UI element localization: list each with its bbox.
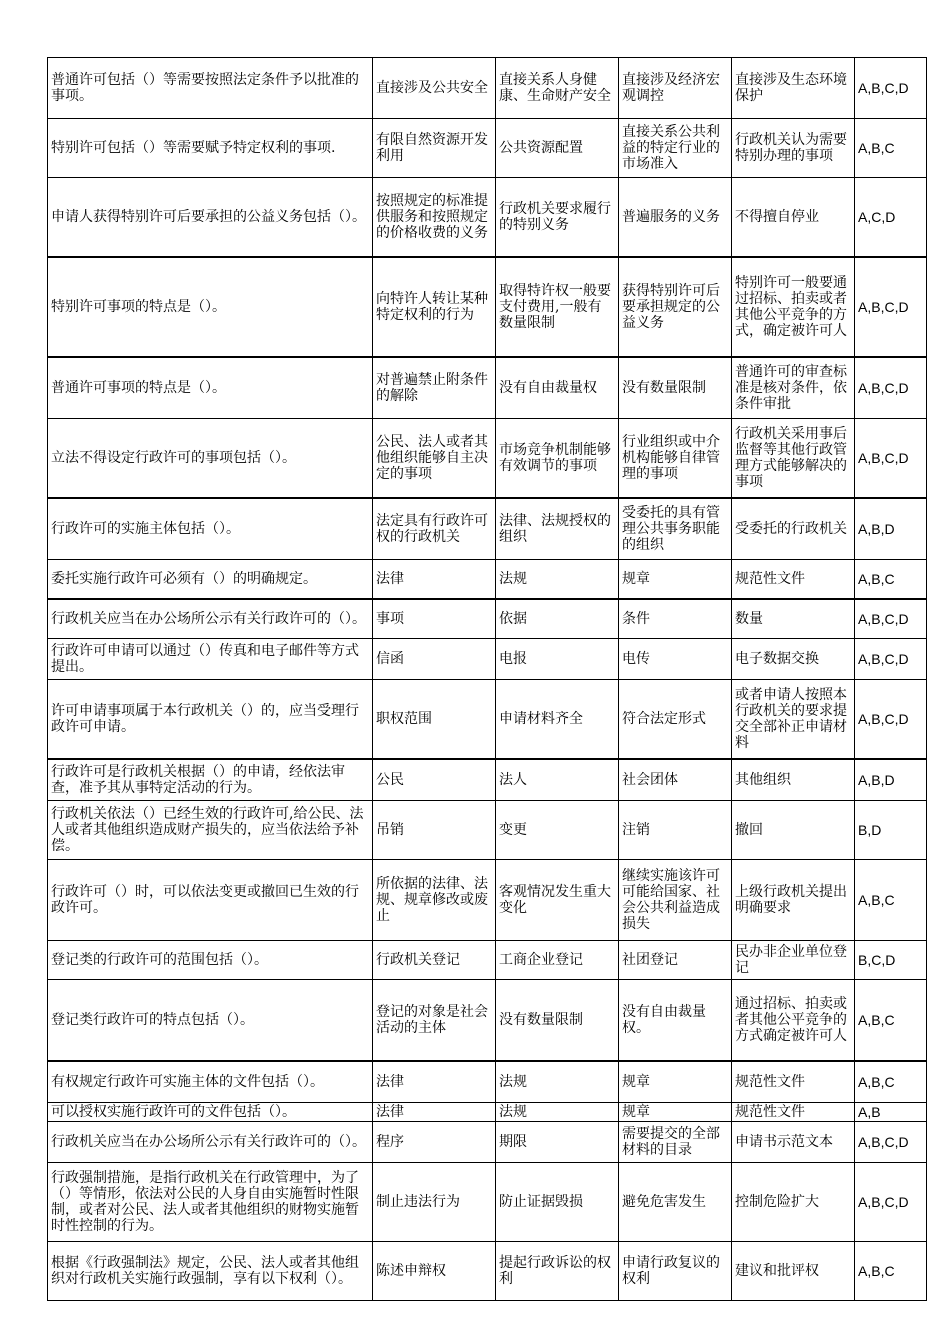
option-a-cell: 按照规定的标准提供服务和按照规定的价格收费的义务 bbox=[373, 178, 496, 258]
question-cell: 行政许可（）时，可以依法变更或撤回已生效的行政许可。 bbox=[48, 860, 373, 941]
option-b-cell: 法规 bbox=[496, 1103, 619, 1122]
question-cell: 特别许可包括（）等需要赋予特定权利的事项. bbox=[48, 119, 373, 178]
option-c-cell: 继续实施该许可可能给国家、社会公共利益造成损失 bbox=[619, 860, 732, 941]
option-c-cell: 条件 bbox=[619, 599, 732, 639]
option-b-cell: 市场竞争机制能够有效调节的事项 bbox=[496, 419, 619, 499]
answer-cell: A,B,C bbox=[855, 1242, 927, 1301]
question-cell: 许可申请事项属于本行政机关（）的，应当受理行政许可申请。 bbox=[48, 680, 373, 760]
question-cell: 特别许可事项的特点是（）。 bbox=[48, 257, 373, 357]
option-b-cell: 变更 bbox=[496, 801, 619, 860]
option-a-cell: 事项 bbox=[373, 599, 496, 639]
question-table bbox=[47, 57, 927, 1301]
option-a-cell: 向特许人转让某种特定权利的行为 bbox=[373, 257, 496, 357]
table-row bbox=[48, 599, 927, 639]
option-a-cell: 法律 bbox=[373, 560, 496, 600]
answer-cell: A,B,C,D bbox=[855, 357, 927, 419]
question-cell: 根据《行政强制法》规定，公民、法人或者其他组织对行政机关实施行政强制，享有以下权利（）。 bbox=[48, 1242, 373, 1301]
table-row bbox=[48, 357, 927, 419]
table-row bbox=[48, 257, 927, 357]
table-row bbox=[48, 639, 927, 680]
question-table-body bbox=[48, 58, 927, 1301]
answer-cell: A,B,C bbox=[855, 560, 927, 600]
option-d-cell: 其他组织 bbox=[732, 759, 855, 801]
option-b-cell: 期限 bbox=[496, 1122, 619, 1163]
question-cell: 行政许可申请可以通过（）传真和电子邮件等方式提出。 bbox=[48, 639, 373, 680]
option-b-cell: 公共资源配置 bbox=[496, 119, 619, 178]
table-row bbox=[48, 178, 927, 258]
answer-cell: B,D bbox=[855, 801, 927, 860]
option-b-cell: 直接关系人身健康、生命财产安全 bbox=[496, 58, 619, 119]
option-d-cell: 行政机关认为需要特别办理的事项 bbox=[732, 119, 855, 178]
option-c-cell: 符合法定形式 bbox=[619, 680, 732, 760]
option-c-cell: 注销 bbox=[619, 801, 732, 860]
option-c-cell: 受委托的具有管理公共事务职能的组织 bbox=[619, 498, 732, 560]
option-a-cell: 所依据的法律、法规、规章修改或废止 bbox=[373, 860, 496, 941]
option-a-cell: 直接涉及公共安全 bbox=[373, 58, 496, 119]
table-row bbox=[48, 560, 927, 600]
option-c-cell: 电传 bbox=[619, 639, 732, 680]
option-c-cell: 规章 bbox=[619, 560, 732, 600]
question-cell: 登记类的行政许可的范围包括（）。 bbox=[48, 941, 373, 980]
option-d-cell: 通过招标、拍卖或者其他公平竞争的方式确定被许可人 bbox=[732, 980, 855, 1062]
option-c-cell: 规章 bbox=[619, 1103, 732, 1122]
option-d-cell: 行政机关采用事后监督等其他行政管理方式能够解决的事项 bbox=[732, 419, 855, 499]
answer-cell: A,B,C bbox=[855, 860, 927, 941]
option-d-cell: 电子数据交换 bbox=[732, 639, 855, 680]
question-cell: 委托实施行政许可必须有（）的明确规定。 bbox=[48, 560, 373, 600]
option-d-cell: 民办非企业单位登记 bbox=[732, 941, 855, 980]
option-d-cell: 普通许可的审查标准是核对条件，依条件审批 bbox=[732, 357, 855, 419]
answer-cell: A,B,C,D bbox=[855, 1163, 927, 1242]
option-a-cell: 信函 bbox=[373, 639, 496, 680]
option-c-cell: 没有数量限制 bbox=[619, 357, 732, 419]
option-b-cell: 申请材料齐全 bbox=[496, 680, 619, 760]
option-b-cell: 法规 bbox=[496, 1061, 619, 1103]
option-c-cell: 获得特别许可后要承担规定的公益义务 bbox=[619, 257, 732, 357]
answer-cell: A,B,C bbox=[855, 119, 927, 178]
option-a-cell: 法定具有行政许可权的行政机关 bbox=[373, 498, 496, 560]
answer-cell: A,B,D bbox=[855, 498, 927, 560]
option-d-cell: 规范性文件 bbox=[732, 1061, 855, 1103]
table-row bbox=[48, 860, 927, 941]
option-a-cell: 有限自然资源开发利用 bbox=[373, 119, 496, 178]
answer-cell: A,B,C,D bbox=[855, 599, 927, 639]
option-d-cell: 上级行政机关提出明确要求 bbox=[732, 860, 855, 941]
question-cell: 普通许可事项的特点是（）。 bbox=[48, 357, 373, 419]
answer-cell: A,B,C,D bbox=[855, 257, 927, 357]
option-c-cell: 社团登记 bbox=[619, 941, 732, 980]
option-a-cell: 法律 bbox=[373, 1103, 496, 1122]
option-c-cell: 直接涉及经济宏观调控 bbox=[619, 58, 732, 119]
table-row bbox=[48, 801, 927, 860]
option-d-cell: 规范性文件 bbox=[732, 560, 855, 600]
option-a-cell: 公民 bbox=[373, 759, 496, 801]
option-d-cell: 控制危险扩大 bbox=[732, 1163, 855, 1242]
option-b-cell: 法律、法规授权的组织 bbox=[496, 498, 619, 560]
question-cell: 行政机关依法（）已经生效的行政许可,给公民、法人或者其他组织造成财产损失的，应当依法给予补偿。 bbox=[48, 801, 373, 860]
question-cell: 行政机关应当在办公场所公示有关行政许可的（）。 bbox=[48, 1122, 373, 1163]
answer-cell: A,B,C,D bbox=[855, 1122, 927, 1163]
option-d-cell: 或者申请人按照本行政机关的要求提交全部补正申请材料 bbox=[732, 680, 855, 760]
option-b-cell: 客观情况发生重大变化 bbox=[496, 860, 619, 941]
option-a-cell: 吊销 bbox=[373, 801, 496, 860]
option-b-cell: 法规 bbox=[496, 560, 619, 600]
question-cell: 普通许可包括（）等需要按照法定条件予以批准的事项。 bbox=[48, 58, 373, 119]
option-d-cell: 直接涉及生态环境保护 bbox=[732, 58, 855, 119]
answer-cell: A,B,C,D bbox=[855, 639, 927, 680]
table-row bbox=[48, 119, 927, 178]
answer-cell: A,C,D bbox=[855, 178, 927, 258]
table-row bbox=[48, 941, 927, 980]
option-c-cell: 普遍服务的义务 bbox=[619, 178, 732, 258]
option-a-cell: 陈述申辩权 bbox=[373, 1242, 496, 1301]
answer-cell: A,B,C bbox=[855, 1061, 927, 1103]
option-c-cell: 直接关系公共利益的特定行业的市场准入 bbox=[619, 119, 732, 178]
option-c-cell: 没有自由裁量权。 bbox=[619, 980, 732, 1062]
table-row bbox=[48, 419, 927, 499]
option-a-cell: 公民、法人或者其他组织能够自主决定的事项 bbox=[373, 419, 496, 499]
option-d-cell: 受委托的行政机关 bbox=[732, 498, 855, 560]
option-a-cell: 法律 bbox=[373, 1061, 496, 1103]
option-b-cell: 行政机关要求履行的特别义务 bbox=[496, 178, 619, 258]
option-c-cell: 社会团体 bbox=[619, 759, 732, 801]
option-c-cell: 行业组织或中介机构能够自律管理的事项 bbox=[619, 419, 732, 499]
question-cell: 立法不得设定行政许可的事项包括（）。 bbox=[48, 419, 373, 499]
option-b-cell: 电报 bbox=[496, 639, 619, 680]
option-b-cell: 工商企业登记 bbox=[496, 941, 619, 980]
option-b-cell: 防止证据毁损 bbox=[496, 1163, 619, 1242]
answer-cell: A,B bbox=[855, 1103, 927, 1122]
option-d-cell: 特别许可一般要通过招标、拍卖或者其他公平竞争的方式，确定被许可人 bbox=[732, 257, 855, 357]
option-b-cell: 提起行政诉讼的权利 bbox=[496, 1242, 619, 1301]
table-row bbox=[48, 1242, 927, 1301]
answer-cell: B,C,D bbox=[855, 941, 927, 980]
option-b-cell: 取得特许权一般要支付费用,一般有数量限制 bbox=[496, 257, 619, 357]
question-cell: 有权规定行政许可实施主体的文件包括（）。 bbox=[48, 1061, 373, 1103]
table-row bbox=[48, 58, 927, 119]
question-cell: 行政许可的实施主体包括（）。 bbox=[48, 498, 373, 560]
option-d-cell: 规范性文件 bbox=[732, 1103, 855, 1122]
answer-cell: A,B,C,D bbox=[855, 680, 927, 760]
table-row bbox=[48, 980, 927, 1062]
option-a-cell: 对普遍禁止附条件的解除 bbox=[373, 357, 496, 419]
answer-cell: A,B,C,D bbox=[855, 58, 927, 119]
answer-cell: A,B,C bbox=[855, 980, 927, 1062]
option-b-cell: 法人 bbox=[496, 759, 619, 801]
option-a-cell: 制止违法行为 bbox=[373, 1163, 496, 1242]
option-a-cell: 行政机关登记 bbox=[373, 941, 496, 980]
option-b-cell: 没有数量限制 bbox=[496, 980, 619, 1062]
table-row bbox=[48, 1122, 927, 1163]
option-c-cell: 需要提交的全部材料的目录 bbox=[619, 1122, 732, 1163]
option-a-cell: 职权范围 bbox=[373, 680, 496, 760]
answer-cell: A,B,D bbox=[855, 759, 927, 801]
option-a-cell: 程序 bbox=[373, 1122, 496, 1163]
option-c-cell: 避免危害发生 bbox=[619, 1163, 732, 1242]
table-row bbox=[48, 498, 927, 560]
option-c-cell: 规章 bbox=[619, 1061, 732, 1103]
table-row bbox=[48, 1163, 927, 1242]
option-b-cell: 没有自由裁量权 bbox=[496, 357, 619, 419]
option-d-cell: 建议和批评权 bbox=[732, 1242, 855, 1301]
question-cell: 申请人获得特别许可后要承担的公益义务包括（）。 bbox=[48, 178, 373, 258]
table-row bbox=[48, 1061, 927, 1103]
option-d-cell: 申请书示范文本 bbox=[732, 1122, 855, 1163]
option-d-cell: 不得擅自停业 bbox=[732, 178, 855, 258]
table-row bbox=[48, 1103, 927, 1122]
option-a-cell: 登记的对象是社会活动的主体 bbox=[373, 980, 496, 1062]
option-c-cell: 申请行政复议的权利 bbox=[619, 1242, 732, 1301]
table-row bbox=[48, 759, 927, 801]
question-cell: 行政机关应当在办公场所公示有关行政许可的（）。 bbox=[48, 599, 373, 639]
option-b-cell: 依据 bbox=[496, 599, 619, 639]
option-d-cell: 撤回 bbox=[732, 801, 855, 860]
answer-cell: A,B,C,D bbox=[855, 419, 927, 499]
question-cell: 行政强制措施，是指行政机关在行政管理中，为了（）等情形，依法对公民的人身自由实施暂时性限制，或者对公民、法人或者其他组织的财物实施暂时性控制的行为。 bbox=[48, 1163, 373, 1242]
question-cell: 可以授权实施行政许可的文件包括（）。 bbox=[48, 1103, 373, 1122]
question-cell: 登记类行政许可的特点包括（）。 bbox=[48, 980, 373, 1062]
question-cell: 行政许可是行政机关根据（）的申请，经依法审查，准予其从事特定活动的行为。 bbox=[48, 759, 373, 801]
option-d-cell: 数量 bbox=[732, 599, 855, 639]
table-row bbox=[48, 680, 927, 760]
